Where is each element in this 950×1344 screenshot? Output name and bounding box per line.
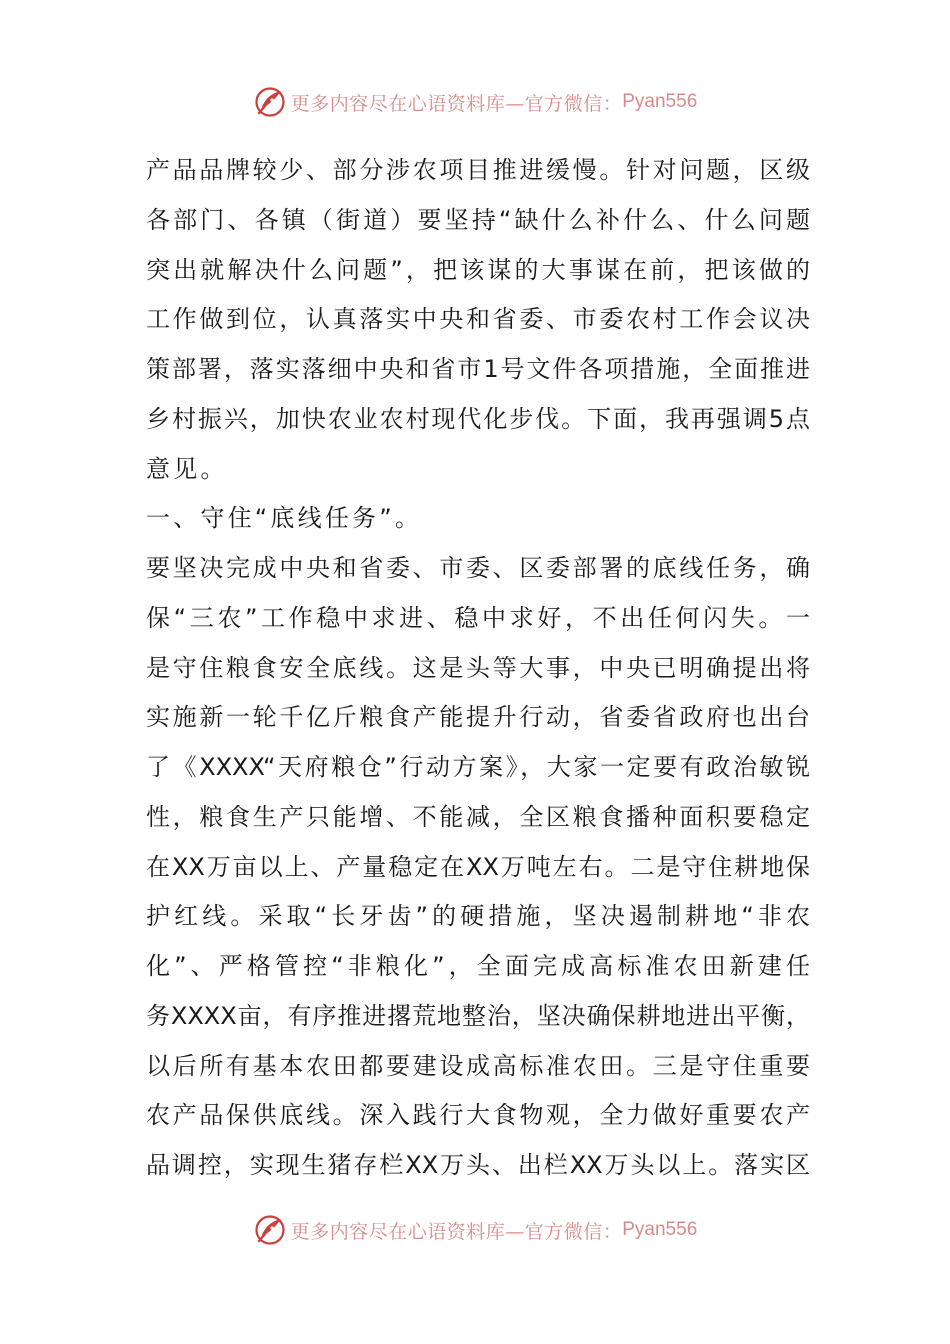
body-line: 意见。 xyxy=(146,454,228,483)
footer-banner xyxy=(0,1208,950,1252)
banner-text: 更多内容尽在心语资料库—官方微信： xyxy=(290,92,623,115)
banner-text: 更多内容尽在心语资料库—官方微信： xyxy=(290,1220,623,1243)
body-line: 乡村振兴，加快农业农村现代化步伐。下面，我再强调5点 xyxy=(146,404,810,433)
header-banner xyxy=(0,80,950,124)
body-line: 护红线。采取“长牙齿”的硬措施，坚决遏制耕地“非农 xyxy=(146,902,810,931)
body-line: 产品品牌较少、部分涉农项目推进缓慢。针对问题，区级 xyxy=(146,156,810,184)
body-line: 要坚决完成中央和省委、市委、区委部署的底线任务，确 xyxy=(146,554,810,582)
body-line: 品调控，实现生猪存栏XX万头、出栏XX万头以上。落实区 xyxy=(146,1151,810,1179)
body-line: 保“三农”工作稳中求进、稳中求好，不出任何闪失。一 xyxy=(146,603,810,632)
body-line: 了《XXXX“天府粮仓”行动方案》，大家一定要有政治敏锐 xyxy=(146,753,810,781)
pen-logo-icon xyxy=(253,85,287,119)
body-line: 化”、严格管控“非粮化”，全面完成高标准农田新建任 xyxy=(146,952,810,980)
body-line: 各部门、各镇（街道）要坚持“缺什么补什么、什么问题 xyxy=(146,205,810,234)
body-line: 是守住粮食安全底线。这是头等大事，中央已明确提出将 xyxy=(146,653,810,682)
body-line: 工作做到位，认真落实中央和省委、市委农村工作会议决 xyxy=(146,305,810,334)
body-line: 性，粮食生产只能增、不能减，全区粮食播种面积要稳定 xyxy=(146,802,810,831)
banner-wechat-id: Pyan556 xyxy=(622,91,698,112)
banner-wechat-id: Pyan556 xyxy=(622,1219,698,1240)
body-line: 实施新一轮千亿斤粮食产能提升行动，省委省政府也出台 xyxy=(146,703,810,732)
body-line: 策部署，落实落细中央和省市1号文件各项措施，全面推进 xyxy=(146,355,810,383)
body-line: 在XX万亩以上、产量稳定在XX万吨左右。二是守住耕地保 xyxy=(146,852,810,881)
body-line: 突出就解决什么问题”，把该谋的大事谋在前，把该做的 xyxy=(146,255,810,284)
document-body xyxy=(146,146,810,1191)
section-heading: 一、守住“底线任务”。 xyxy=(146,504,423,533)
body-line: 农产品保供底线。深入践行大食物观，全力做好重要农产 xyxy=(146,1101,810,1130)
pen-logo-icon xyxy=(253,1213,287,1247)
body-line: 务XXXX亩，有序推进撂荒地整治，坚决确保耕地进出平衡， xyxy=(146,1001,810,1030)
body-line: 以后所有基本农田都要建设成高标准农田。三是守住重要 xyxy=(146,1051,810,1080)
